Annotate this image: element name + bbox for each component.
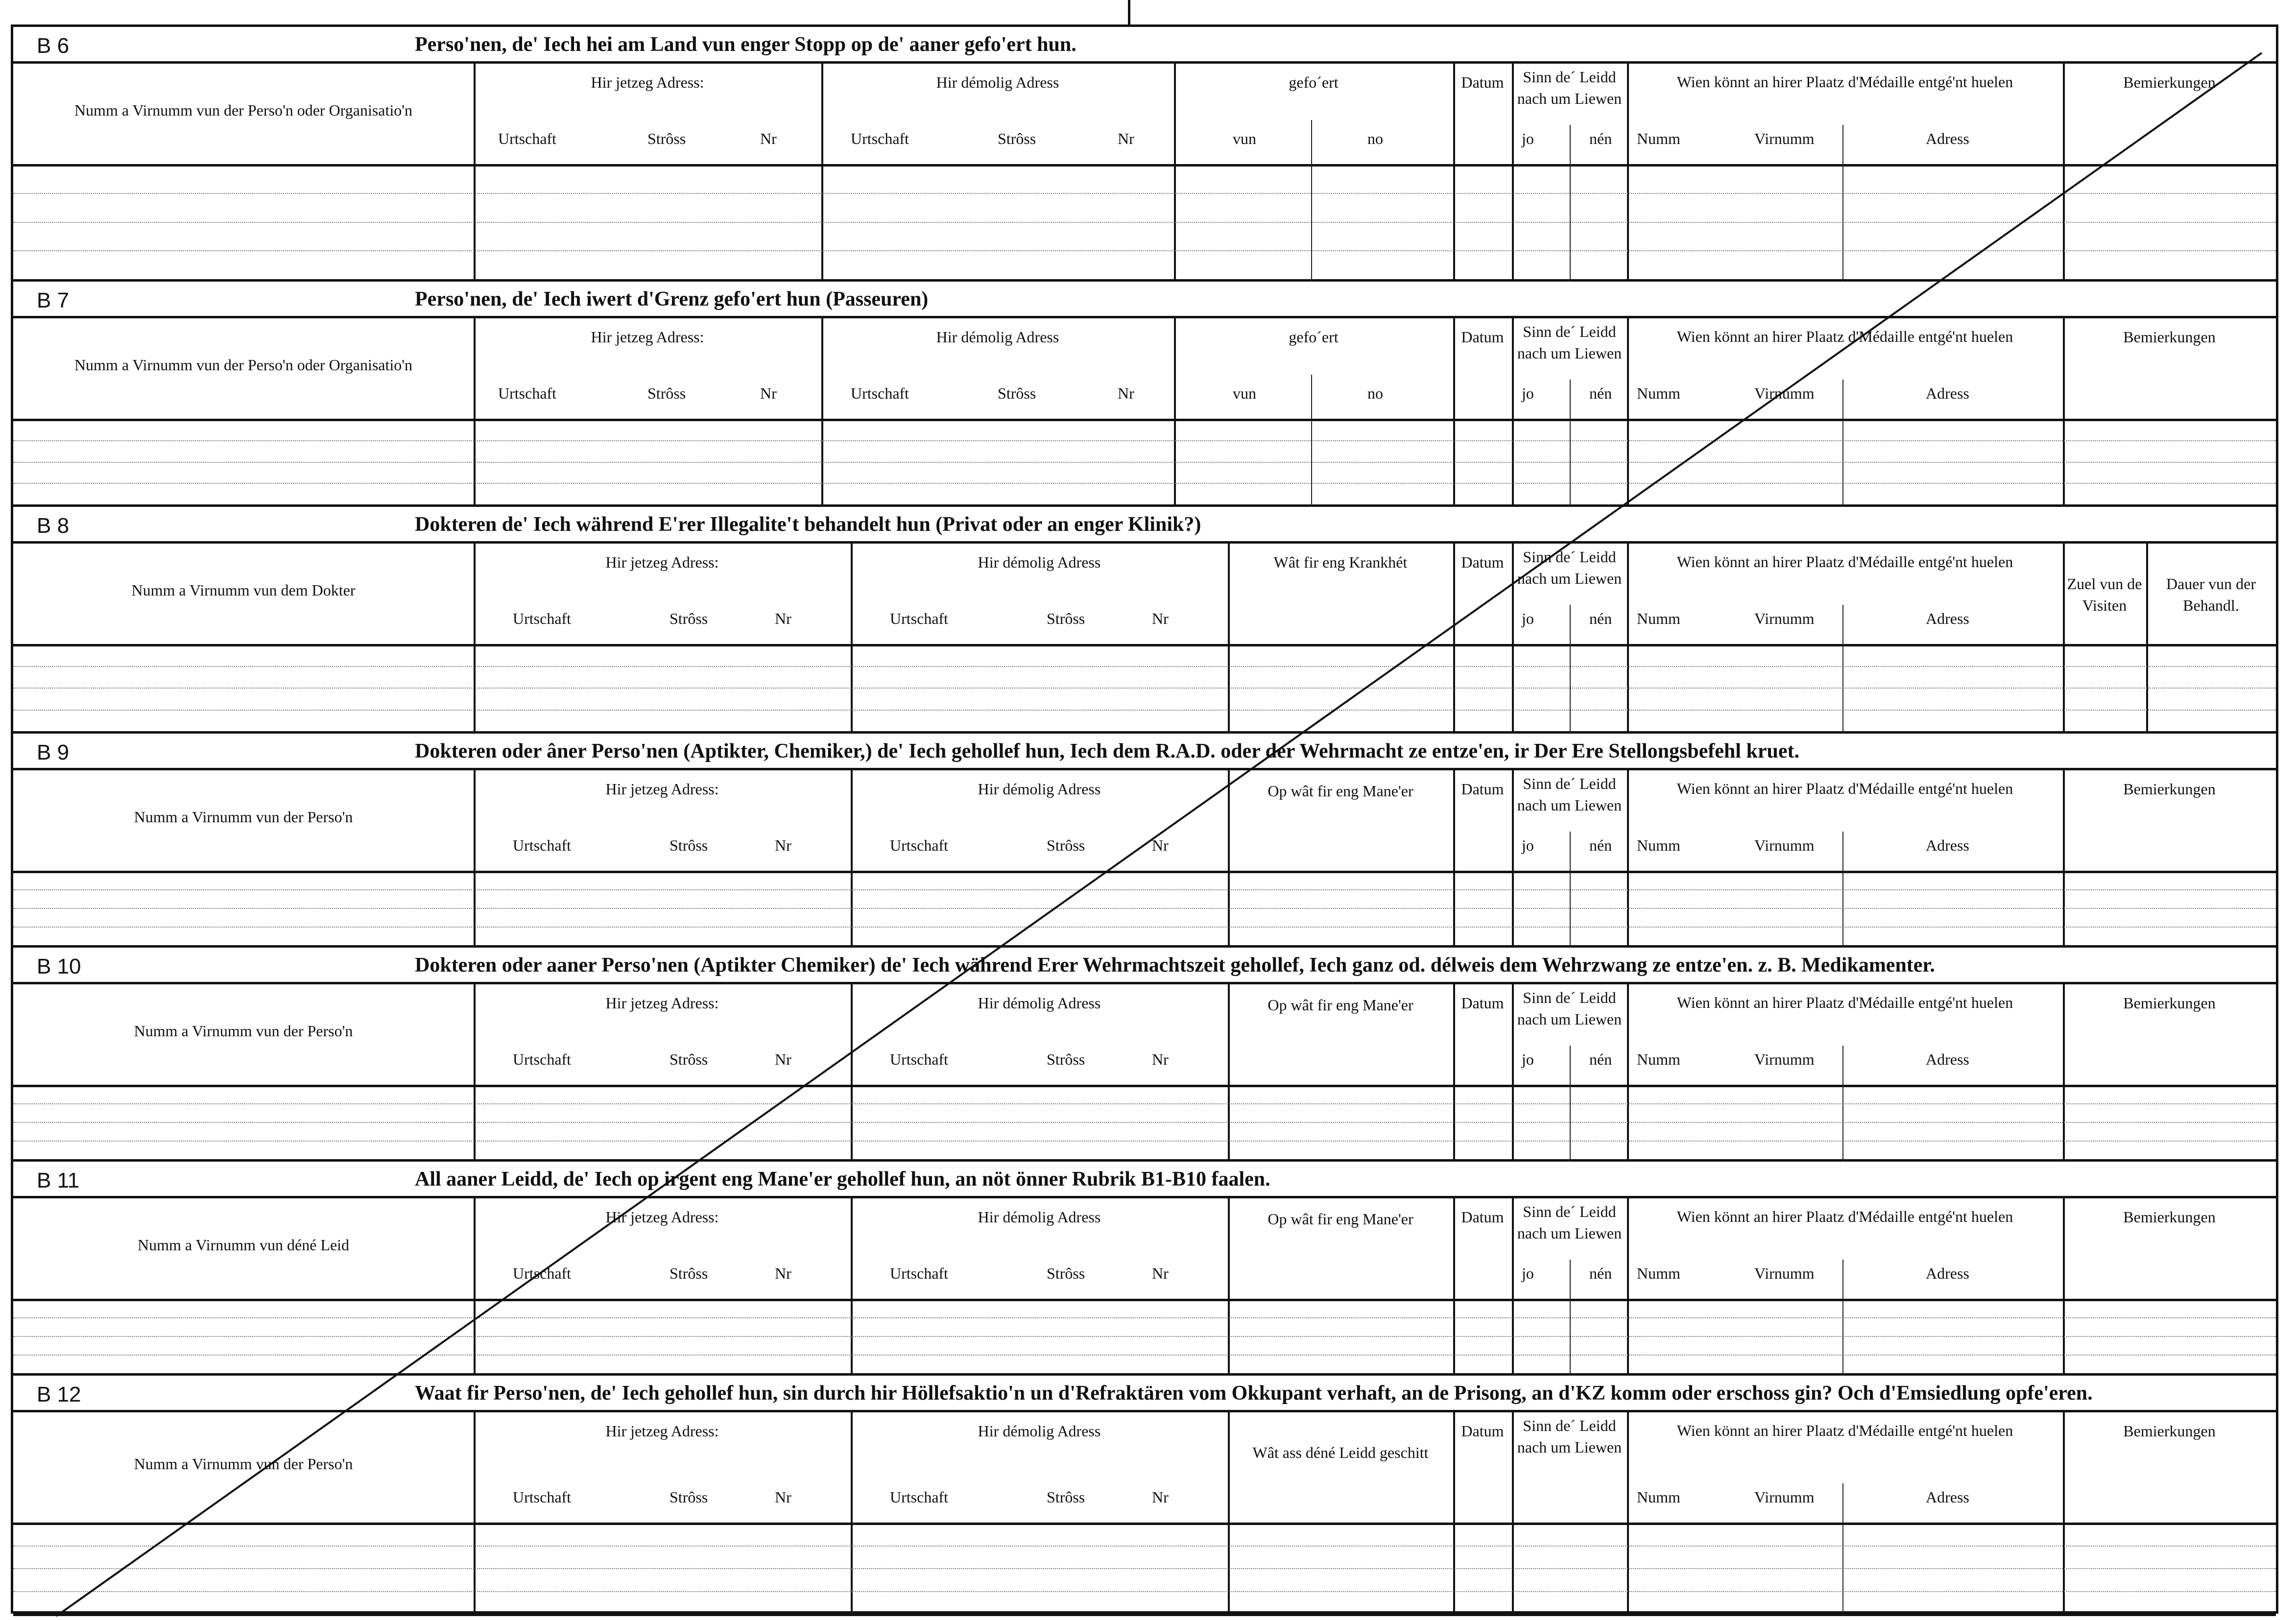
street-subheader: Strôss [998, 384, 1036, 402]
section-code: B 12 [37, 1382, 81, 1406]
yes-subheader: jo [1522, 1264, 1534, 1282]
address-subheader: Adress [1926, 1488, 1969, 1506]
locality-subheader: Urtschaft [513, 836, 572, 854]
no-subheader: nén [1589, 1264, 1612, 1282]
street-subheader: Strôss [1047, 1264, 1085, 1282]
remarks-header: Bemierkungen [2123, 73, 2216, 91]
no-subheader: nén [1589, 836, 1612, 854]
locality-subheader: Urtschaft [890, 836, 949, 854]
remarks-header: Bemierkungen [2123, 780, 2216, 798]
address-subheader: Adress [1926, 1050, 1969, 1068]
locality-subheader: Urtschaft [890, 1488, 949, 1506]
alive-header: Sinn de´ Leidd nach um Liewen [1517, 989, 1622, 1028]
section-code: B 6 [37, 34, 70, 58]
medal-header: Wien könnt an hirer Plaatz d'Médaille entgé'nt huelen [1676, 994, 2013, 1011]
street-subheader: Strôss [1047, 836, 1085, 854]
locality-subheader: Urtschaft [513, 1050, 572, 1068]
medal-header: Wien könnt an hirer Plaatz d'Médaille entgé'nt huelen [1676, 780, 2013, 797]
number-subheader: Nr [775, 1488, 791, 1506]
surname-subheader: Numm [1637, 610, 1680, 627]
former-address-header: Hir démolig Adress [978, 994, 1101, 1012]
medal-header: Wien könnt an hirer Plaatz d'Médaille entgé'nt huelen [1676, 553, 2013, 571]
to-subheader: no [1367, 130, 1383, 147]
locality-subheader: Urtschaft [890, 1050, 949, 1068]
no-subheader: nén [1589, 610, 1612, 627]
street-subheader: Strôss [670, 610, 708, 627]
yes-subheader: jo [1522, 384, 1534, 402]
manner-header: Op wât fir eng Mane'er [1268, 1210, 1413, 1228]
street-subheader: Strôss [998, 130, 1036, 147]
locality-subheader: Urtschaft [513, 1264, 572, 1282]
section-title: Perso'nen, de' Iech iwert d'Grenz gefo'ert hun (Passeuren) [415, 288, 929, 310]
date-header: Datum [1461, 553, 1504, 571]
present-address-header: Hir jetzeg Adress: [605, 1422, 719, 1440]
date-header: Datum [1461, 1208, 1504, 1226]
number-subheader: Nr [1118, 384, 1134, 402]
address-subheader: Adress [1926, 1264, 1969, 1282]
present-address-header: Hir jetzeg Adress: [591, 328, 704, 346]
alive-header: Sinn de´ Leidd nach um Liewen [1517, 548, 1622, 587]
manner-header: Op wât fir eng Mane'er [1268, 782, 1413, 800]
street-subheader: Strôss [1047, 610, 1085, 627]
driven-header: gefo´ert [1289, 328, 1339, 346]
section-code: B 10 [37, 954, 81, 978]
firstname-subheader: Virnumm [1754, 130, 1815, 147]
yes-subheader: jo [1522, 836, 1534, 854]
number-subheader: Nr [760, 130, 777, 147]
name-column-header: Numm a Virnumm vun der Perso'n [134, 1022, 353, 1040]
section-code: B 7 [37, 288, 70, 312]
date-header: Datum [1461, 328, 1504, 346]
section-title: Dokteren oder âner Perso'nen (Aptikter, Chemiker,) de' Iech gehollef hun, Iech dem R.A.D. oder der Wehrmacht ze entze'en, ir Der Ere Stellongsbefehl kruet. [415, 740, 1799, 762]
street-subheader: Strôss [647, 384, 686, 402]
street-subheader: Strôss [670, 1488, 708, 1506]
number-subheader: Nr [775, 1050, 791, 1068]
number-subheader: Nr [1152, 1050, 1169, 1068]
street-subheader: Strôss [1047, 1488, 1085, 1506]
number-subheader: Nr [1152, 610, 1169, 627]
section-title: Dokteren de' Iech während E'rer Illegalite't behandelt hun (Privat oder an enger Klinik?) [415, 513, 1201, 536]
section-title: Waat fir Perso'nen, de' Iech gehollef hun, sin durch hir Höllefsaktio'n un d'Refraktären vom Okkupant verhaft, an de Prisong, an d'KZ komm oder erschoss gin? Och d'Emsiedlung opfe'eren. [415, 1382, 2093, 1405]
firstname-subheader: Virnumm [1754, 610, 1815, 627]
firstname-subheader: Virnumm [1754, 1050, 1815, 1068]
address-subheader: Adress [1926, 836, 1969, 854]
manner-header: Wât ass déné Leidd geschitt [1252, 1444, 1429, 1461]
section-title: All aaner Leidd, de' Iech op irgent eng Mane'er gehollef hun, an nöt önner Rubrik B1-B10 faalen. [415, 1168, 1270, 1191]
number-subheader: Nr [775, 836, 791, 854]
former-address-header: Hir démolig Adress [978, 1422, 1101, 1440]
section-code: B 11 [37, 1168, 80, 1192]
medal-header: Wien könnt an hirer Plaatz d'Médaille entgé'nt huelen [1676, 73, 2013, 91]
number-subheader: Nr [760, 384, 777, 402]
alive-header: Sinn de´ Leidd nach um Liewen [1517, 775, 1622, 814]
present-address-header: Hir jetzeg Adress: [591, 73, 704, 91]
surname-subheader: Numm [1637, 1264, 1680, 1282]
former-address-header: Hir démolig Adress [936, 73, 1059, 91]
no-subheader: nén [1589, 384, 1612, 402]
locality-subheader: Urtschaft [513, 610, 572, 627]
former-address-header: Hir démolig Adress [978, 553, 1101, 571]
locality-subheader: Urtschaft [498, 384, 557, 402]
number-subheader: Nr [1118, 130, 1134, 147]
surname-subheader: Numm [1637, 1488, 1680, 1506]
yes-subheader: jo [1522, 130, 1534, 147]
address-subheader: Adress [1926, 130, 1969, 147]
surname-subheader: Numm [1637, 384, 1680, 402]
number-subheader: Nr [775, 610, 791, 627]
date-header: Datum [1461, 73, 1504, 91]
street-subheader: Strôss [670, 1050, 708, 1068]
surname-subheader: Numm [1637, 836, 1680, 854]
locality-subheader: Urtschaft [513, 1488, 572, 1506]
former-address-header: Hir démolig Adress [936, 328, 1059, 346]
section-code: B 8 [37, 514, 70, 538]
name-column-header: Numm a Virnumm vun dem Dokter [131, 581, 356, 599]
alive-header: Sinn de´ Leidd nach um Liewen [1517, 68, 1622, 107]
remarks-header: Bemierkungen [2123, 994, 2216, 1012]
firstname-subheader: Virnumm [1754, 384, 1815, 402]
address-subheader: Adress [1926, 610, 1969, 627]
firstname-subheader: Virnumm [1754, 836, 1815, 854]
remarks-header: Bemierkungen [2123, 1422, 2216, 1440]
yes-subheader: jo [1522, 610, 1534, 627]
former-address-header: Hir démolig Adress [978, 780, 1101, 798]
name-column-header: Numm a Virnumm vun der Perso'n oder Organisatio'n [74, 101, 413, 119]
firstname-subheader: Virnumm [1754, 1488, 1815, 1506]
number-subheader: Nr [1152, 1488, 1169, 1506]
date-header: Datum [1461, 1422, 1504, 1440]
section-title: Perso'nen, de' Iech hei am Land vun enger Stopp op de' aaner gefo'ert hun. [415, 33, 1076, 56]
section-title: Dokteren oder aaner Perso'nen (Aptikter Chemiker) de' Iech während Erer Wehrmachtszeit gehollef, Iech ganz od. délweis dem Wehrzwang ze entze'en. z. B. Medikamenter. [415, 954, 1935, 977]
remarks-header: Bemierkungen [2123, 328, 2216, 346]
yes-subheader: jo [1522, 1050, 1534, 1068]
name-column-header: Numm a Virnumm vun der Perso'n oder Organisatio'n [74, 356, 413, 374]
name-column-header: Numm a Virnumm vun déné Leid [137, 1236, 350, 1254]
street-subheader: Strôss [647, 130, 686, 147]
no-subheader: nén [1589, 1050, 1612, 1068]
surname-subheader: Numm [1637, 1050, 1680, 1068]
present-address-header: Hir jetzeg Adress: [605, 1208, 719, 1226]
to-subheader: no [1367, 384, 1383, 402]
section-code: B 9 [37, 740, 70, 764]
date-header: Datum [1461, 780, 1504, 798]
visits-header: Zuel vun de Visiten [2067, 575, 2142, 614]
from-subheader: vun [1233, 384, 1256, 402]
street-subheader: Strôss [1047, 1050, 1085, 1068]
firstname-subheader: Virnumm [1754, 1264, 1815, 1282]
present-address-header: Hir jetzeg Adress: [605, 780, 719, 798]
address-subheader: Adress [1926, 384, 1969, 402]
alive-header: Sinn de´ Leidd nach um Liewen [1517, 1203, 1622, 1242]
locality-subheader: Urtschaft [890, 610, 949, 627]
locality-subheader: Urtschaft [890, 1264, 949, 1282]
alive-header: Sinn de´ Leidd nach um Liewen [1517, 323, 1622, 362]
number-subheader: Nr [1152, 836, 1169, 854]
surname-subheader: Numm [1637, 130, 1680, 147]
medal-header: Wien könnt an hirer Plaatz d'Médaille entgé'nt huelen [1676, 1422, 2013, 1439]
date-header: Datum [1461, 994, 1504, 1012]
no-subheader: nén [1589, 130, 1612, 147]
alive-header: Sinn de´ Leidd nach um Liewen [1517, 1417, 1622, 1456]
from-subheader: vun [1233, 130, 1256, 147]
locality-subheader: Urtschaft [498, 130, 557, 147]
present-address-header: Hir jetzeg Adress: [605, 553, 719, 571]
manner-header: Op wât fir eng Mane'er [1268, 996, 1413, 1014]
duration-header: Dauer vun der Behandl. [2166, 575, 2256, 614]
medal-header: Wien könnt an hirer Plaatz d'Médaille entgé'nt huelen [1676, 1208, 2013, 1225]
locality-subheader: Urtschaft [851, 130, 909, 147]
remarks-header: Bemierkungen [2123, 1208, 2216, 1226]
former-address-header: Hir démolig Adress [978, 1208, 1101, 1226]
name-column-header: Numm a Virnumm vun der Perso'n [134, 808, 353, 826]
present-address-header: Hir jetzeg Adress: [605, 994, 719, 1012]
street-subheader: Strôss [670, 1264, 708, 1282]
number-subheader: Nr [775, 1264, 791, 1282]
illness-header: Wât fir eng Krankhét [1273, 553, 1408, 571]
locality-subheader: Urtschaft [851, 384, 909, 402]
name-column-header: Numm a Virnumm vun der Perso'n [134, 1454, 353, 1473]
street-subheader: Strôss [670, 836, 708, 854]
medal-header: Wien könnt an hirer Plaatz d'Médaille entgé'nt huelen [1676, 328, 2013, 345]
number-subheader: Nr [1152, 1264, 1169, 1282]
driven-header: gefo´ert [1289, 73, 1339, 91]
